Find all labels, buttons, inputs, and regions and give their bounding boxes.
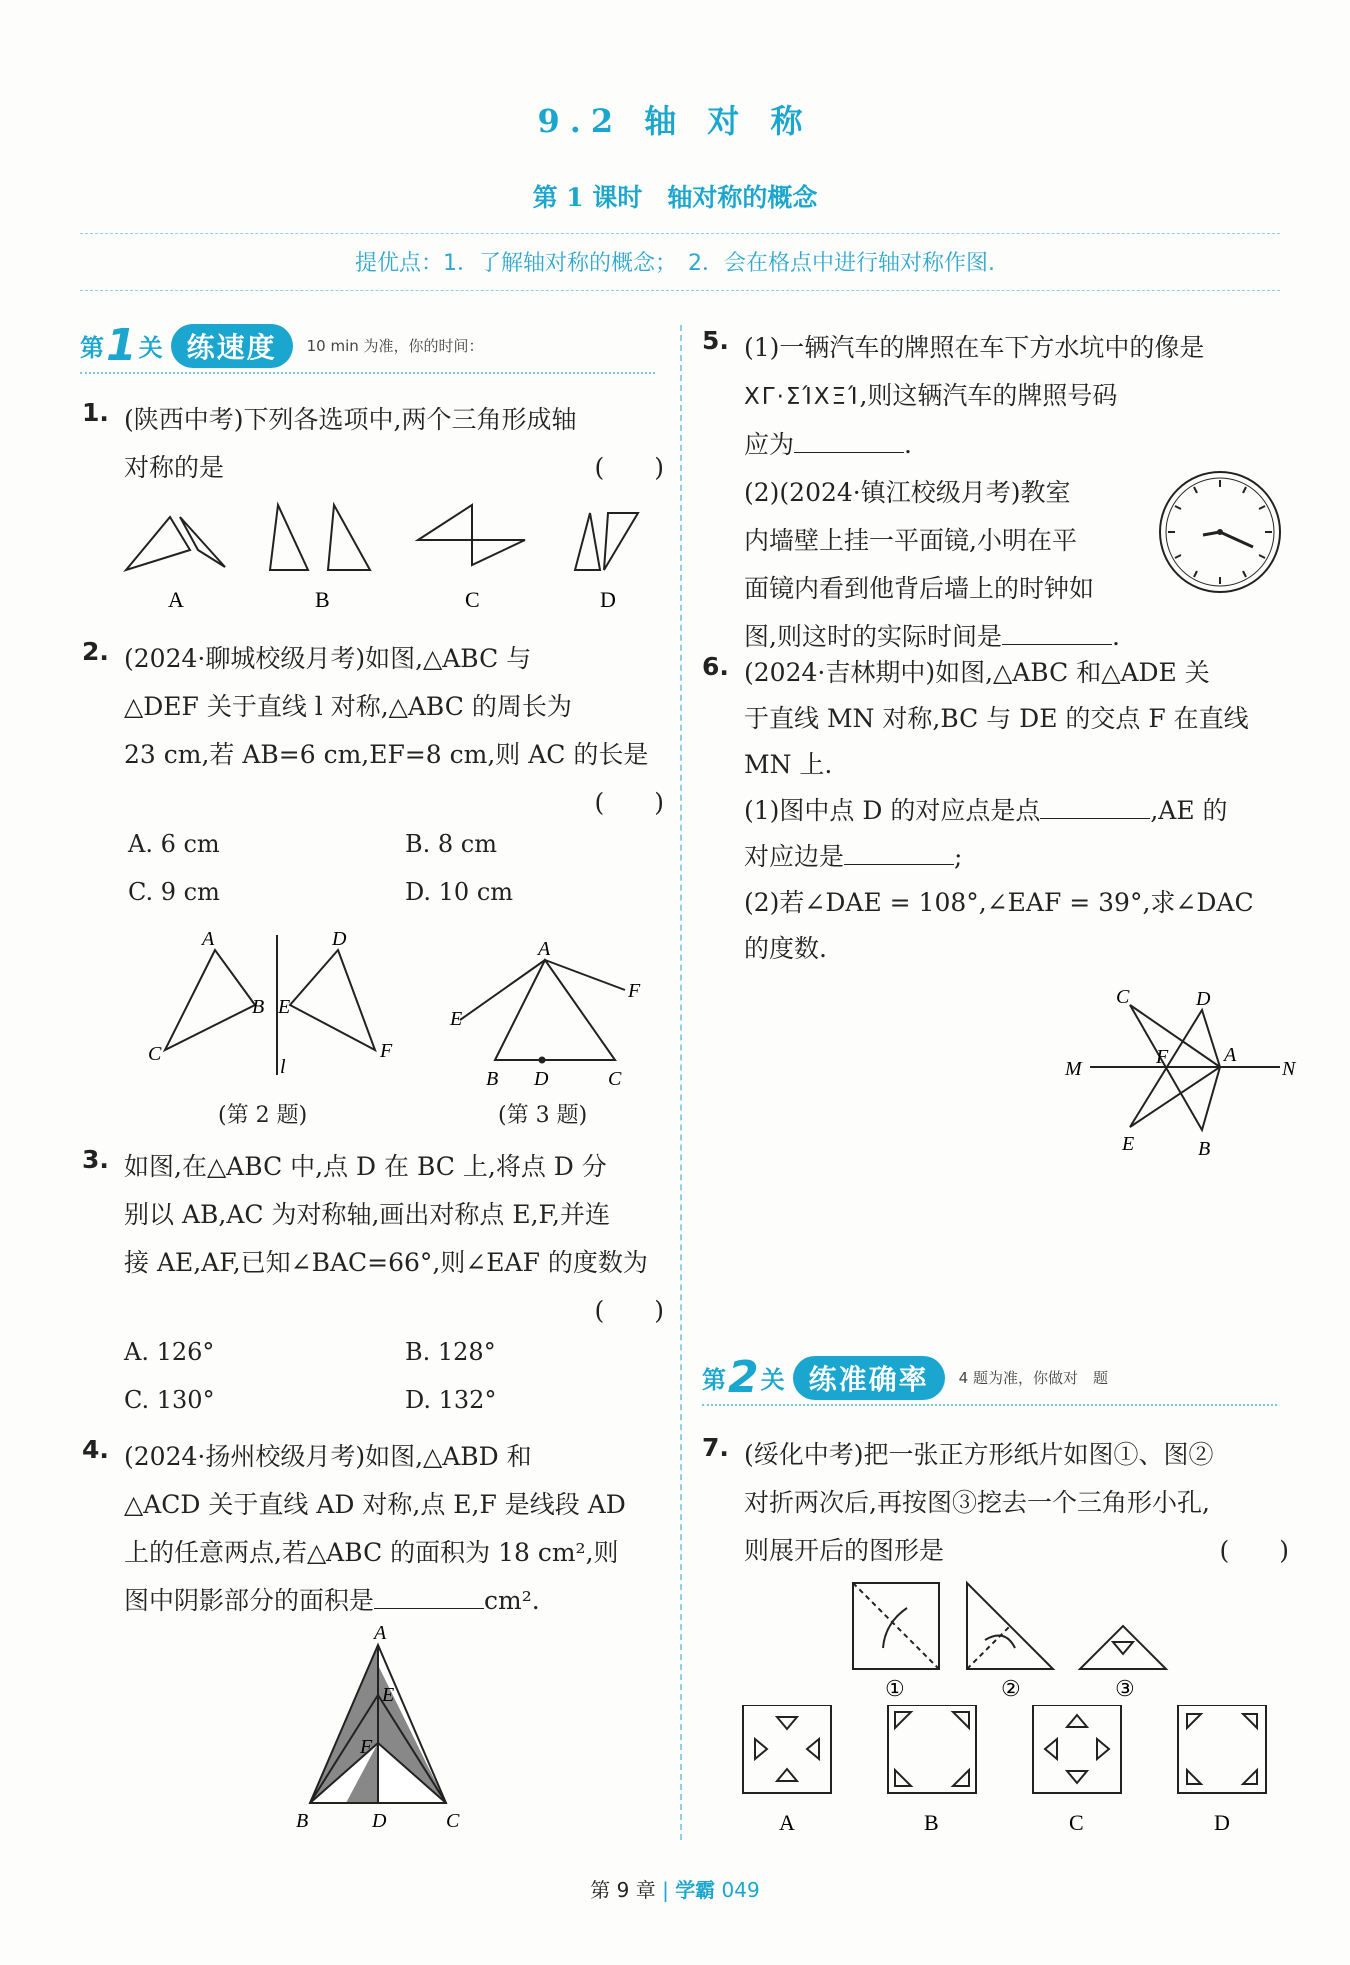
divider-goal xyxy=(80,290,1280,291)
q6-answer-blank-2[interactable] xyxy=(844,841,954,865)
column-divider xyxy=(680,325,682,1840)
q5-answer-blank-1[interactable] xyxy=(794,429,904,453)
q3-option-b: B. 128° xyxy=(405,1338,496,1366)
q1-b-tri-left xyxy=(270,505,308,570)
question-6 xyxy=(744,650,1289,972)
q3-number: 3. xyxy=(82,1145,109,1174)
question-4 xyxy=(124,1433,664,1625)
q3-label-f: F xyxy=(628,980,641,1002)
q3-line2: 别以 AB,AC 为对称轴,画出对称点 E,F,并连 xyxy=(124,1200,610,1229)
q1-a-tri-left xyxy=(126,517,190,570)
q7-step1-arrow xyxy=(883,1608,907,1648)
q3-segment-ae xyxy=(460,960,545,1020)
q3-label-a: A xyxy=(538,938,551,960)
q3-segment-af xyxy=(545,960,625,990)
section-1-header xyxy=(80,320,484,371)
q6-label-d: D xyxy=(1196,988,1211,1010)
section-2-arrowline xyxy=(702,1404,1277,1406)
q7-step2-label: ② xyxy=(1001,1676,1021,1701)
q2-line1: (2024·聊城校级月考)如图,△ABC 与 xyxy=(124,644,532,673)
q5-answer-blank-2[interactable] xyxy=(1002,621,1112,645)
q7-option-d-square xyxy=(1178,1705,1266,1793)
q3-label-d: D xyxy=(534,1068,549,1090)
q6-line5a: 对应边是 xyxy=(744,842,845,871)
section-2-num: 2 xyxy=(728,1352,759,1403)
question-2 xyxy=(124,635,664,827)
q1-figure xyxy=(110,495,670,620)
q3-caption: (第 3 题) xyxy=(498,1103,588,1128)
q7-step1-label: ① xyxy=(885,1676,905,1701)
q7-line3: 则展开后的图形是 xyxy=(744,1536,945,1565)
q2-option-c: C. 9 cm xyxy=(128,878,220,906)
q7-paren: ( ) xyxy=(1219,1536,1289,1565)
q2-label-a: A xyxy=(202,928,215,950)
q6-line5b: ; xyxy=(954,842,963,871)
section-2-di: 第 xyxy=(702,1366,726,1394)
q1-line1: (陕西中考)下列各选项中,两个三角形成轴 xyxy=(124,405,577,434)
footer-brand: 学霸 xyxy=(675,1878,716,1902)
q1-line2: 对称的是 xyxy=(124,453,225,482)
q2-line3: 23 cm,若 AB=6 cm,EF=8 cm,则 AC 的长是 xyxy=(124,740,649,769)
q7-option-a-label: A xyxy=(779,1810,795,1835)
q4-label-e: E xyxy=(382,1684,395,1706)
q2-option-a: A. 6 cm xyxy=(128,830,220,858)
q5-line7a: 图,则这时的实际时间是 xyxy=(744,622,1002,651)
q2-option-d: D. 10 cm xyxy=(405,878,514,906)
question-7 xyxy=(744,1431,1289,1575)
q4-number: 4. xyxy=(82,1435,109,1464)
q2-triangle-def xyxy=(290,950,375,1050)
q6-line4b: ,AE 的 xyxy=(1150,796,1228,825)
q1-c-tri-top xyxy=(418,505,472,540)
q2-triangle-abc xyxy=(165,950,255,1050)
q2-line2: △DEF 关于直线 l 对称,△ABC 的周长为 xyxy=(124,692,572,721)
q1-c-tri-bottom xyxy=(472,540,525,565)
q7-line1: (绥化中考)把一张正方形纸片如图①、图② xyxy=(744,1440,1214,1469)
q5-line5: 内墙壁上挂一平面镜,小明在平 xyxy=(744,526,1077,555)
section-1-guan: 关 xyxy=(138,334,163,362)
q7-step3-hole xyxy=(1113,1642,1133,1654)
q1-number: 1. xyxy=(82,398,109,427)
q6-label-c: C xyxy=(1116,986,1130,1008)
q7-step3-triangle xyxy=(1080,1626,1166,1669)
q1-d-tri-left xyxy=(575,513,600,570)
q6-label-f: F xyxy=(1156,1046,1169,1068)
q3-paren: ( ) xyxy=(594,1296,664,1325)
q1-a-tri-right xyxy=(180,517,225,567)
q4-label-a: A xyxy=(374,1625,387,1644)
q6-label-a: A xyxy=(1224,1044,1237,1066)
q5-line6: 面镜内看到他背后墙上的时钟如 xyxy=(744,574,1095,603)
q6-label-b: B xyxy=(1198,1138,1211,1160)
section-2-note: 4 题为准，你做对 题 xyxy=(958,1369,1108,1387)
q4-label-c: C xyxy=(446,1810,460,1832)
q2-label-b: B xyxy=(252,996,265,1018)
q7-option-b-square xyxy=(888,1705,976,1793)
q5-line2: ,则这辆汽车的牌照号码 xyxy=(859,381,1118,410)
q7-step2-fold-line xyxy=(967,1626,1010,1669)
q7-fold-steps xyxy=(845,1578,1185,1703)
q5-line1: (1)一辆汽车的牌照在车下方水坑中的像是 xyxy=(744,333,1205,362)
q3-line1: 如图,在△ABC 中,点 D 在 BC 上,将点 D 分 xyxy=(124,1152,607,1181)
q2-caption: (第 2 题) xyxy=(218,1103,308,1128)
section-1-di: 第 xyxy=(80,334,104,362)
q3-label-c: C xyxy=(608,1068,622,1090)
q6-answer-blank-1[interactable] xyxy=(1040,795,1150,819)
q4-line4b: cm². xyxy=(484,1586,540,1615)
q7-step3-label: ③ xyxy=(1115,1676,1135,1701)
q5-line4: (2)(2024·镇江校级月考)教室 xyxy=(744,478,1071,507)
q2-label-c: C xyxy=(148,1043,162,1065)
q6-line7: 的度数. xyxy=(744,934,827,963)
q6-label-m: M xyxy=(1065,1058,1082,1080)
section-1-pill: 练速度 xyxy=(171,324,293,368)
question-1 xyxy=(124,396,664,492)
q3-triangle-abc xyxy=(495,960,615,1060)
section-2-pill: 练准确率 xyxy=(793,1356,945,1400)
section-2-guan: 关 xyxy=(760,1366,785,1394)
q3-line3: 接 AE,AF,已知∠BAC=66°,则∠EAF 的度数为 xyxy=(124,1248,648,1277)
q3-label-e: E xyxy=(450,1008,463,1030)
q2-label-l: l xyxy=(280,1056,286,1078)
learning-goal: 提优点：1．了解轴对称的概念； 2．会在格点中进行轴对称作图. xyxy=(355,251,995,276)
q4-figure xyxy=(290,1625,480,1835)
q6-figure xyxy=(1060,975,1300,1165)
q7-options-figure xyxy=(735,1705,1295,1840)
q5-line7b: . xyxy=(1111,622,1120,651)
lesson-subtitle: 第 1 课时 轴对称的概念 xyxy=(532,183,818,212)
q3-label-b: B xyxy=(486,1068,499,1090)
q5-plate-reflection: ΧΓ·ΣΊΧΞΊ xyxy=(744,384,860,410)
q1-label-b: B xyxy=(315,587,330,612)
q6-line3: MN 上. xyxy=(744,750,833,779)
q1-b-tri-right xyxy=(328,505,370,570)
q1-paren: ( ) xyxy=(594,453,664,482)
q2-label-d: D xyxy=(332,928,347,950)
q6-label-e: E xyxy=(1122,1133,1135,1155)
q1-d-tri-right xyxy=(604,513,638,570)
q7-line2: 对折两次后,再按图③挖去一个三角形小孔, xyxy=(744,1488,1210,1517)
q2-number: 2. xyxy=(82,637,109,666)
q4-label-f: F xyxy=(360,1736,373,1758)
q2-paren: ( ) xyxy=(594,788,664,817)
q6-line4a: (1)图中点 D 的对应点是点 xyxy=(744,796,1041,825)
q6-line6: (2)若∠DAE = 108°,∠EAF = 39°,求∠DAC xyxy=(744,888,1254,917)
q2-label-f: F xyxy=(380,1040,393,1062)
q4-line4a: 图中阴影部分的面积是 xyxy=(124,1586,375,1615)
q4-line2: △ACD 关于直线 AD 对称,点 E,F 是线段 AD xyxy=(124,1490,626,1519)
q4-label-d: D xyxy=(372,1810,387,1832)
footer-chapter: 第 9 章 xyxy=(590,1878,656,1902)
footer-page-number: 049 xyxy=(721,1878,760,1902)
q2-figure xyxy=(140,925,420,1100)
q1-label-d: D xyxy=(600,587,616,612)
page-title: 9.2 轴 对 称 xyxy=(537,102,813,140)
q6-number: 6. xyxy=(702,652,729,681)
q5-number: 5. xyxy=(702,326,729,355)
divider-top xyxy=(80,233,1280,234)
q7-number: 7. xyxy=(702,1433,729,1462)
q2-option-b: B. 8 cm xyxy=(405,830,497,858)
section-1-note: 10 min 为准，你的时间： xyxy=(306,337,484,355)
q1-label-c: C xyxy=(465,587,480,612)
question-3 xyxy=(124,1143,664,1335)
q7-step1-fold-line xyxy=(853,1583,939,1669)
q4-label-b: B xyxy=(296,1810,309,1832)
q7-option-c-label: C xyxy=(1069,1810,1084,1835)
clock-minute-hand xyxy=(1220,532,1253,547)
section-2-header xyxy=(702,1352,1108,1403)
q4-line1: (2024·扬州校级月考)如图,△ABD 和 xyxy=(124,1442,532,1471)
q7-option-a-square xyxy=(743,1705,831,1793)
section-1-num: 1 xyxy=(106,320,137,371)
q6-label-n: N xyxy=(1282,1058,1296,1080)
q6-line2: 于直线 MN 对称,BC 与 DE 的交点 F 在直线 xyxy=(744,704,1249,733)
q3-point-d xyxy=(539,1057,546,1064)
q4-answer-blank[interactable] xyxy=(374,1585,484,1609)
q2-label-e: E xyxy=(278,996,291,1018)
section-1-arrowline xyxy=(80,372,655,374)
q6-line1: (2024·吉林期中)如图,△ABC 和△ADE 关 xyxy=(744,658,1210,687)
q5-clock-figure xyxy=(1155,467,1285,597)
q3-option-c: C. 130° xyxy=(124,1386,215,1414)
q3-option-a: A. 126° xyxy=(124,1338,215,1366)
q5-line3a: 应为 xyxy=(744,430,795,459)
q3-figure xyxy=(440,935,670,1095)
q7-option-d-label: D xyxy=(1214,1810,1230,1835)
q7-option-b-label: B xyxy=(924,1810,939,1835)
page-footer: 第 9 章 | 学霸 049 xyxy=(590,1878,760,1902)
q1-label-a: A xyxy=(168,587,184,612)
q4-line3: 上的任意两点,若△ABC 的面积为 18 cm²,则 xyxy=(124,1538,619,1567)
q3-option-d: D. 132° xyxy=(405,1386,497,1414)
q5-line3b: . xyxy=(904,430,912,459)
